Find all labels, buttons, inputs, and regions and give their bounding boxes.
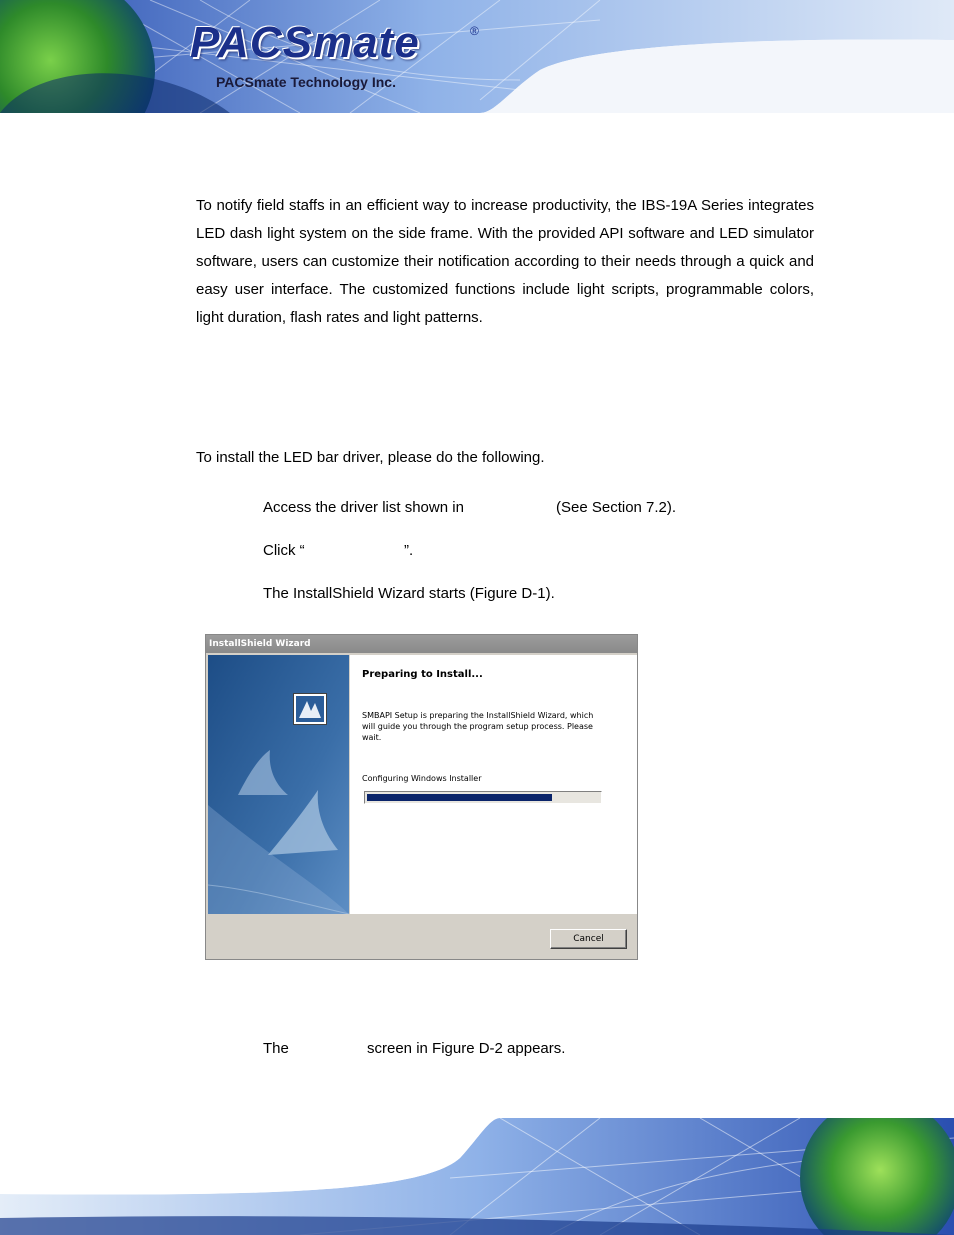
step-2-text: Click “ bbox=[263, 542, 305, 559]
install-intro: To install the LED bar driver, please do the following. bbox=[196, 449, 545, 466]
company-name: PACSmate Technology Inc. bbox=[216, 74, 396, 90]
footer-globe-graphic bbox=[800, 1118, 954, 1235]
page-header-banner bbox=[0, 0, 954, 113]
cancel-button[interactable]: Cancel bbox=[550, 929, 627, 949]
step-2-closing-quote: ”. bbox=[404, 542, 414, 559]
intro-paragraph: To notify field staffs in an efficient way to increase productivity, the IBS-19A Series integrates LED dash light system on the side frame. With the provided API software and LED simulator software, users can customize their notification according to their needs through a quick and easy user interface. The customized functions include light scripts, programmable colors, light duration, flash rates and light patterns. bbox=[196, 197, 814, 326]
wizard-side-panel bbox=[208, 655, 349, 914]
step-4-text: The bbox=[263, 1040, 289, 1057]
progress-bar bbox=[364, 791, 602, 804]
dialog-heading: Preparing to Install... bbox=[362, 669, 483, 680]
dialog-title-bar: InstallShield Wizard bbox=[206, 635, 637, 653]
setup-app-icon bbox=[293, 693, 327, 725]
step-3-text: The InstallShield Wizard starts (Figure D-1). bbox=[263, 585, 555, 602]
step-4-continuation: screen in Figure D-2 appears. bbox=[367, 1040, 566, 1057]
page-footer-banner bbox=[0, 1118, 954, 1235]
progress-status-text: Configuring Windows Installer bbox=[362, 774, 482, 783]
wizard-content-panel bbox=[350, 655, 637, 914]
step-1-text: Access the driver list shown in bbox=[263, 499, 464, 516]
header-background-graphic bbox=[0, 0, 954, 113]
footer-background-graphic bbox=[0, 1118, 954, 1235]
registered-mark: ® bbox=[470, 24, 479, 38]
dialog-message: SMBAPI Setup is preparing the InstallShield Wizard, which will guide you through the program setup process. Please wait. bbox=[362, 711, 594, 742]
wizard-side-graphic bbox=[208, 655, 349, 914]
installshield-wizard-dialog bbox=[205, 634, 638, 960]
step-1-reference: (See Section 7.2). bbox=[556, 499, 677, 516]
progress-bar-fill bbox=[367, 794, 552, 801]
company-logo: PACSmate bbox=[190, 18, 420, 67]
